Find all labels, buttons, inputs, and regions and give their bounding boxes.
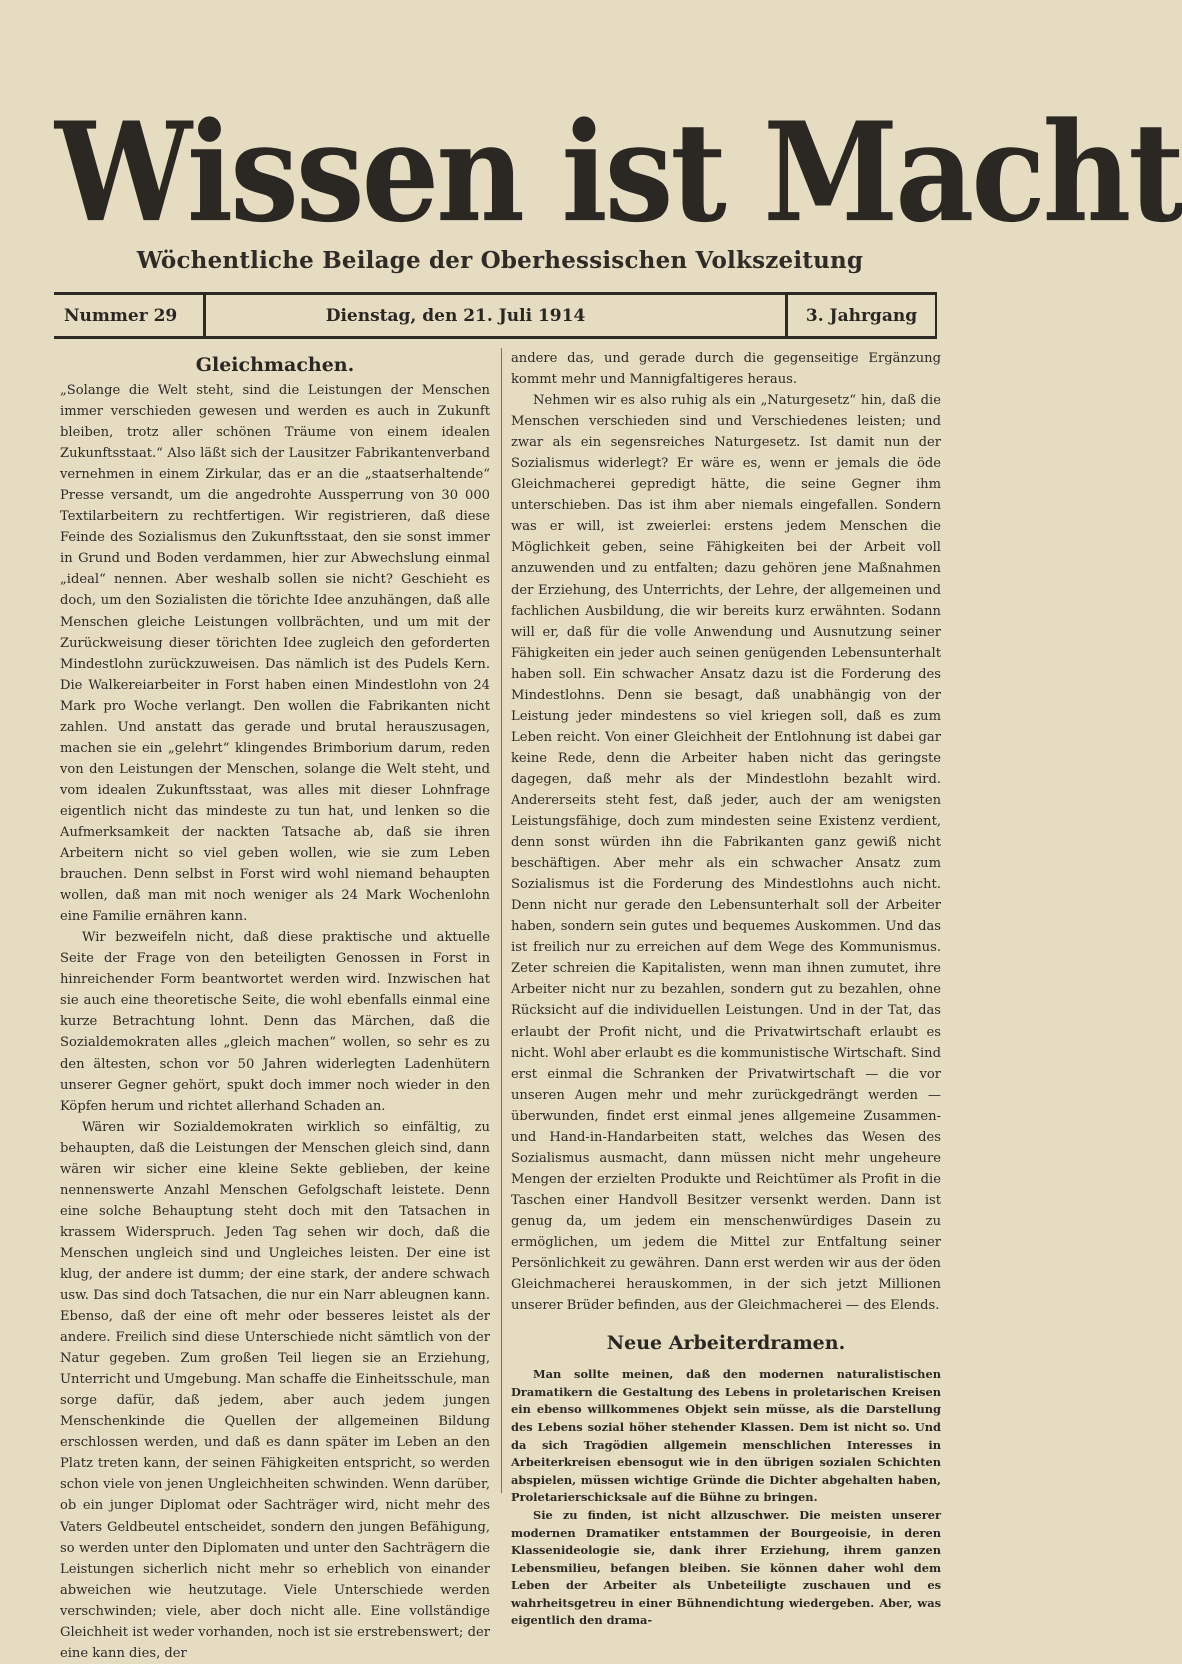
- issue-date: Dienstag, den 21. Juli 1914: [325, 305, 586, 326]
- issue-year: 3. Jahrgang: [785, 295, 935, 336]
- masthead-subtitle: Wöchentliche Beilage der Oberhessischen Volkszeitung: [136, 247, 864, 274]
- article-paragraph: andere das, und gerade durch die gegenseitige Ergänzung kommt mehr und Mannigfaltigeres heraus.: [511, 351, 941, 388]
- article-paragraph: Wir bezweifeln nicht, daß diese praktische und aktuelle Seite der Frage von den beteiligten Genossen in Forst in hinreichender Form beantwortet werden wird. Inzwischen hat sie auch eine theoretische Seite, die wohl ebenfalls einmal eine kurze Betrachtung lohnt. Denn das Märchen, daß die Sozialdemokraten alles „gleich machen“ wollen, so sehr es zu den ältesten, schon vor 50 Jahren widerlegten Ladenhütern unserer Gegner gehört, spukt doch immer noch wieder in den Köpfen herum und richtet allerhand Schaden an.: [60, 930, 490, 1114]
- issue-number: Nummer 29: [54, 295, 206, 336]
- issue-info-bar: [54, 292, 937, 339]
- right-column: [511, 348, 941, 1630]
- article-paragraph: Nehmen wir es also ruhig als ein „Naturgesetz“ hin, daß die Menschen verschieden sind und Verschiedenes leisten; und zwar als ein segensreiches Naturgesetz. Ist damit nun der Sozialismus widerlegt? Er wäre es, wenn er jemals die öde Gleichmacherei gepredigt hätte, die seine Gegner ihm unterschieben. Das ist ihm aber niemals eingefallen. Sondern was er will, ist zweierlei: erstens jedem Menschen die Möglichkeit geben, seine Fähigkeiten bei der Arbeit voll anzuwenden und zu entfalten; dazu gehören jene Maßnahmen der Erziehung, des Unterrichts, der Lehre, der allgemeinen und fachlichen Ausbildung, die wir bereits kurz erwähnten. Sodann will er, daß für die volle Anwendung und Ausnutzung seiner Fähigkeiten ein jeder auch seinen genügenden Lebensunterhalt haben soll. Ein schwacher Ansatz dazu ist die Forderung des Mindestlohns. Denn sie besagt, daß unabhängig von der Leistung jeder mindestens so viel kriegen soll, daß es zum Leben reicht. Von einer Gleichheit der Entlohnung ist dabei gar keine Rede, denn die Arbeiter haben nicht das geringste dagegen, daß mehr als der Mindestlohn bezahlt wird. Andererseits steht fest, daß jeder, auch der am wenigsten Leistungsfähige, doch zum mindesten seine Existenz verdient, denn sonst würden ihn die Fabrikanten ganz gewiß nicht beschäftigen. Aber mehr als ein schwacher Ansatz zum Sozialismus ist die Forderung des Mindestlohns auch nicht. Denn nicht nur gerade den Lebensunterhalt soll der Arbeiter haben, sondern sein gutes und bequemes Auskommen. Und das ist freilich nur zu erreichen auf dem Wege des Kommunismus. Zeter schreien die Kapitalisten, wenn man ihnen zumutet, ihre Arbeiter nicht nur zu bezahlen, sondern gut zu bezahlen, ohne Rücksicht auf die individuellen Leistungen. Und in der Tat, das erlaubt der Profit nicht, und die Privatwirtschaft erlaubt es nicht. Wohl aber erlaubt es die kommunistische Wirtschaft. Sind erst einmal die Schranken der Privatwirtschaft — die vor unseren Augen mehr und mehr zurückgedrängt werden — überwunden, findet erst einmal jenes allgemeine Zusammen- und Hand-in-Handarbeiten statt, welches das Wesen des Sozialismus ausmacht, dann müssen nicht mehr ungeheure Mengen der erzielten Produkte und Reichtümer als Profit in die Taschen einer Handvoll Besitzer versenkt werden. Dann ist genug da, um jedem ein menschenwürdiges Dasein zu ermöglichen, um jedem die Mittel zur Entfaltung seiner Persönlichkeit zu gewähren. Dann erst werden wir aus der öden Gleichmacherei herauskommen, in der sich jetzt Millionen unserer Brüder befinden, aus der Gleichmacherei — des Elends.: [511, 393, 941, 1314]
- masthead: [55, 91, 1182, 253]
- article-paragraph: Sie zu finden, ist nicht allzuschwer. Die meisten unserer modernen Dramatiker entstammen der Bourgeoisie, in deren Klassenideologie sie, dank ihrer Erziehung, ihrem ganzen Lebensmilieu, befangen bleiben. Sie können daher wohl dem Leben der Arbeiter als Unbeteiligte zuschauen und es wahrheitsgetreu in einer Bühnendichtung wiedergeben. Aber, was eigentlich den drama-: [511, 1507, 941, 1628]
- article-paragraph: „Solange die Welt steht, sind die Leistungen der Menschen immer verschieden gewesen und werden es auch in Zukunft bleiben, trotz aller schönen Träume von einem idealen Zukunftsstaat.“ Also läßt sich der Lausitzer Fabrikantenverband vernehmen in einem Zirkular, das er an die „staatserhaltende“ Presse versandt, um die angedrohte Aussperrung von 30 000 Textilarbeitern zu rechtfertigen. Wir registrieren, daß diese Feinde des Sozialismus den Zukunftsstaat, den sie sonst immer in Grund und Boden verdammen, hier zur Abwechslung einmal „ideal“ nennen. Aber weshalb sollen sie nicht? Geschieht es doch, um den Sozialisten die törichte Idee anzuhängen, daß alle Menschen gleiche Leistungen vollbrächten, und um mit der Zurückweisung dieser törichten Idee zugleich den geforderten Mindestlohn zurückzuweisen. Das nämlich ist des Pudels Kern. Die Walkereiarbeiter in Forst haben einen Mindestlohn von 24 Mark pro Woche verlangt. Den wollen die Fabrikanten nicht zahlen. Und anstatt das gerade und brutal herauszusagen, machen sie ein „gelehrt“ klingendes Brimborium darum, reden von den Leistungen der Menschen, solange die Welt steht, und vom idealen Zukunftsstaat, was alles mit dieser Lohnfrage eigentlich nicht das mindeste zu tun hat, und lenken so die Aufmerksamkeit der nackten Tatsache ab, daß sie ihren Arbeitern nicht so viel geben wollen, wie sie zum Leben brauchen. Denn selbst in Forst wird wohl niemand behaupten wollen, daß man mit noch weniger als 24 Mark Wochenlohn eine Familie ernähren kann.: [60, 383, 490, 925]
- article-paragraph: Wären wir Sozialdemokraten wirklich so einfältig, zu behaupten, daß die Leistungen der Menschen gleich sind, dann wären wir sicher eine kleine Sekte geblieben, der keine nennenswerte Anzahl Menschen Gefolgschaft leistete. Denn eine solche Behauptung steht doch mit den Tatsachen in krassem Widerspruch. Jeden Tag sehen wir doch, daß die Menschen ungleich sind und Ungleiches leisten. Der eine ist klug, der andere ist dumm; der eine stark, der andere schwach usw. Das sind doch Tatsachen, die nur ein Narr ableugnen kann. Ebenso, daß der eine oft mehr oder besseres leistet als der andere. Freilich sind diese Unterschiede nicht sämtlich von der Natur gegeben. Zum großen Teil liegen sie an Erziehung, Unterricht und Umgebung. Man schaffe die Einheitsschule, man sorge dafür, daß jedem, aber auch jedem jungen Menschenkinde die Quellen der allgemeinen Bildung erschlossen werden, und daß es dann später im Leben an den Platz treten kann, der seinen Fähigkeiten entspricht, so werden schon viele von jenen Ungleichheiten schwinden. Wenn darüber, ob ein junger Diplomat oder Sachträger wird, nicht mehr des Vaters Geldbeutel entscheidet, sondern den jungen Befähigung, so werden unter den Diplomaten und unter den Sachträgern die Leistungen sicherlich nicht mehr so erheblich von einander abweichen wie heutzutage. Viele Unterschiede werden verschwinden; viele, aber doch nicht alle. Eine vollständige Gleichheit ist weder vorhanden, noch ist sie erstrebenswert; der eine kann dies, der: [60, 1119, 490, 1661]
- article-columns: [60, 348, 943, 1661]
- left-column: [60, 348, 490, 1664]
- column-divider: [501, 348, 502, 1493]
- masthead-title: Wissen ist Macht: [55, 91, 1182, 253]
- article-heading: Gleichmachen.: [195, 354, 355, 376]
- article-heading-2: Neue Arbeiterdramen.: [606, 1332, 846, 1355]
- article-paragraph: Man sollte meinen, daß den modernen naturalistischen Dramatikern die Gestaltung des Lebens in proletarischen Kreisen ein ebenso willkommenes Objekt sein müsse, als die Darstellung des Lebens sozial höher stehender Klassen. Dem ist nicht so. Und da sich Tragödien allgemein menschlichen Interesses in Arbeiterkreisen ebensogut wie in den übrigen sozialen Schichten abspielen, müssen wichtige Gründe die Dichter abgehalten haben, Proletarierschicksale auf die Bühne zu bringen.: [511, 1367, 941, 1505]
- article-2-body: [511, 1366, 941, 1630]
